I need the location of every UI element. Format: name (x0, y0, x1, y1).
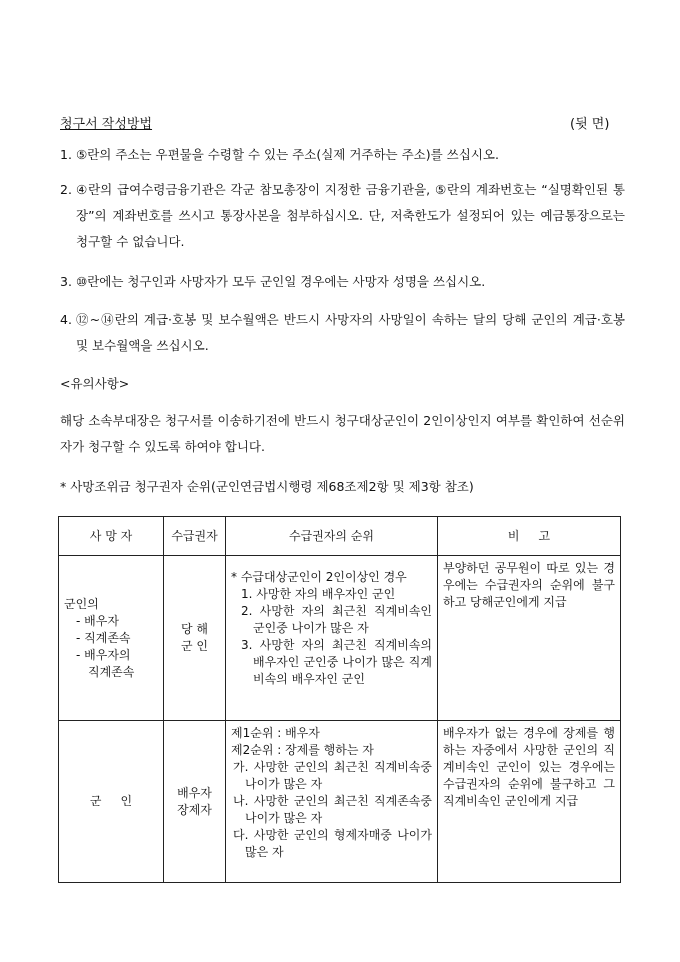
instruction-item (60, 142, 625, 168)
table-row (59, 721, 621, 883)
header-deceased: 사 망 자 (59, 517, 164, 556)
cell-text: 배우자가 없는 경우에 장제를 행하는 자중에서 사망한 군인의 직계비속인 군인이 있는 경우에는 수급권자의 순위에 불구하고 그 직계비속인 군인에게 지급 (443, 726, 615, 808)
order-cell (226, 556, 438, 721)
instruction-item (60, 269, 625, 295)
instruction-number: 4. (60, 312, 72, 327)
recipient-cell (164, 721, 226, 883)
recipient-cell (164, 556, 226, 721)
claim-order-table (58, 516, 621, 883)
cell-line: 3. 사망한 자의 최근친 직계비속의 배우자인 군인중 나이가 많은 직계비속의 배우자인 군인 (241, 638, 432, 686)
instruction-number: 1. (60, 147, 72, 162)
order-title: * 사망조위금 청구권자 순위(군인연금법시행령 제68조제2항 및 제3항 참조) (60, 479, 474, 494)
cell-line: 제2순위 : 장제를 행하는 자 (231, 743, 374, 757)
cell-line: 다. 사망한 군인의 형제자매중 나이가 많은 자 (233, 828, 432, 859)
cell-line: - 배우자의 (76, 647, 131, 662)
table-header-row (59, 517, 621, 556)
cell-line: 군인의 (64, 596, 99, 611)
instruction-text: ⑩란에는 청구인과 사망자가 모두 군인일 경우에는 사망자 성명을 쓰십시오. (76, 274, 486, 289)
cell-line: 직계존속 (88, 664, 135, 679)
cell-line: 가. 사망한 군인의 최근친 직계비속중 나이가 많은 자 (233, 760, 432, 791)
cell-line: 당 해 (181, 622, 208, 636)
cell-line: 1. 사망한 자의 배우자인 군인 (241, 587, 396, 601)
page-title: 청구서 작성방법 (60, 117, 153, 132)
cell-line: 2. 사망한 자의 최근친 직계비속인 군인중 나이가 많은 자 (241, 604, 432, 635)
deceased-cell: 군 인 (59, 721, 164, 883)
remark-cell (438, 556, 621, 721)
instruction-text: ⑤란의 주소는 우편물을 수령할 수 있는 주소(실제 거주하는 주소)를 쓰십시오. (76, 147, 499, 162)
instruction-text: ④란의 급여수령금융기관은 각군 참모총장이 지정한 금융기관을, ⑤란의 계좌번호는 “실명확인된 통장”의 계좌번호를 쓰시고 통장사본을 첨부하십시오. 단, 저축한도가 설정되어 있는 예금통장으로는 청구할 수 없습니다. (76, 182, 625, 249)
notes-heading: <유의사항> (60, 376, 130, 391)
cell-line: - 직계존속 (76, 630, 131, 645)
page-side-label: (뒷 면) (570, 117, 610, 132)
instruction-text: ⑫~⑭란의 계급·호봉 및 보수월액은 반드시 사망자의 사망일이 속하는 달의 당해 군인의 계급·호봉 및 보수월액을 쓰십시오. (76, 312, 625, 353)
notes-paragraph: 해당 소속부대장은 청구서를 이송하기전에 반드시 청구대상군인이 2인이상인지 여부를 확인하여 선순위자가 청구할 수 있도록 하여야 합니다. (60, 413, 625, 454)
deceased-cell (59, 556, 164, 721)
instruction-number: 3. (60, 274, 72, 289)
remark-cell (438, 721, 621, 883)
cell-text: 부양하던 공무원이 따로 있는 경우에는 수급권자의 순위에 불구하고 당해군인에게 지급 (443, 561, 615, 609)
instruction-item (60, 177, 625, 257)
cell-line: 장제자 (177, 802, 212, 817)
instruction-number: 2. (60, 182, 72, 197)
order-cell (226, 721, 438, 883)
cell-line: 제1순위 : 배우자 (231, 726, 320, 740)
header-recipient: 수급권자 (164, 517, 226, 556)
instruction-item (60, 307, 625, 359)
header-order: 수급권자의 순위 (226, 517, 438, 556)
cell-line: - 배우자 (76, 613, 119, 628)
cell-line: 나. 사망한 군인의 최근친 직계존속중 나이가 많은 자 (233, 794, 432, 825)
cell-line: 군 인 (181, 639, 208, 653)
cell-line: 배우자 (177, 785, 212, 800)
header-remark: 비 고 (438, 517, 621, 556)
table-row (59, 556, 621, 721)
cell-line: * 수급대상군인이 2인이상인 경우 (231, 570, 407, 584)
